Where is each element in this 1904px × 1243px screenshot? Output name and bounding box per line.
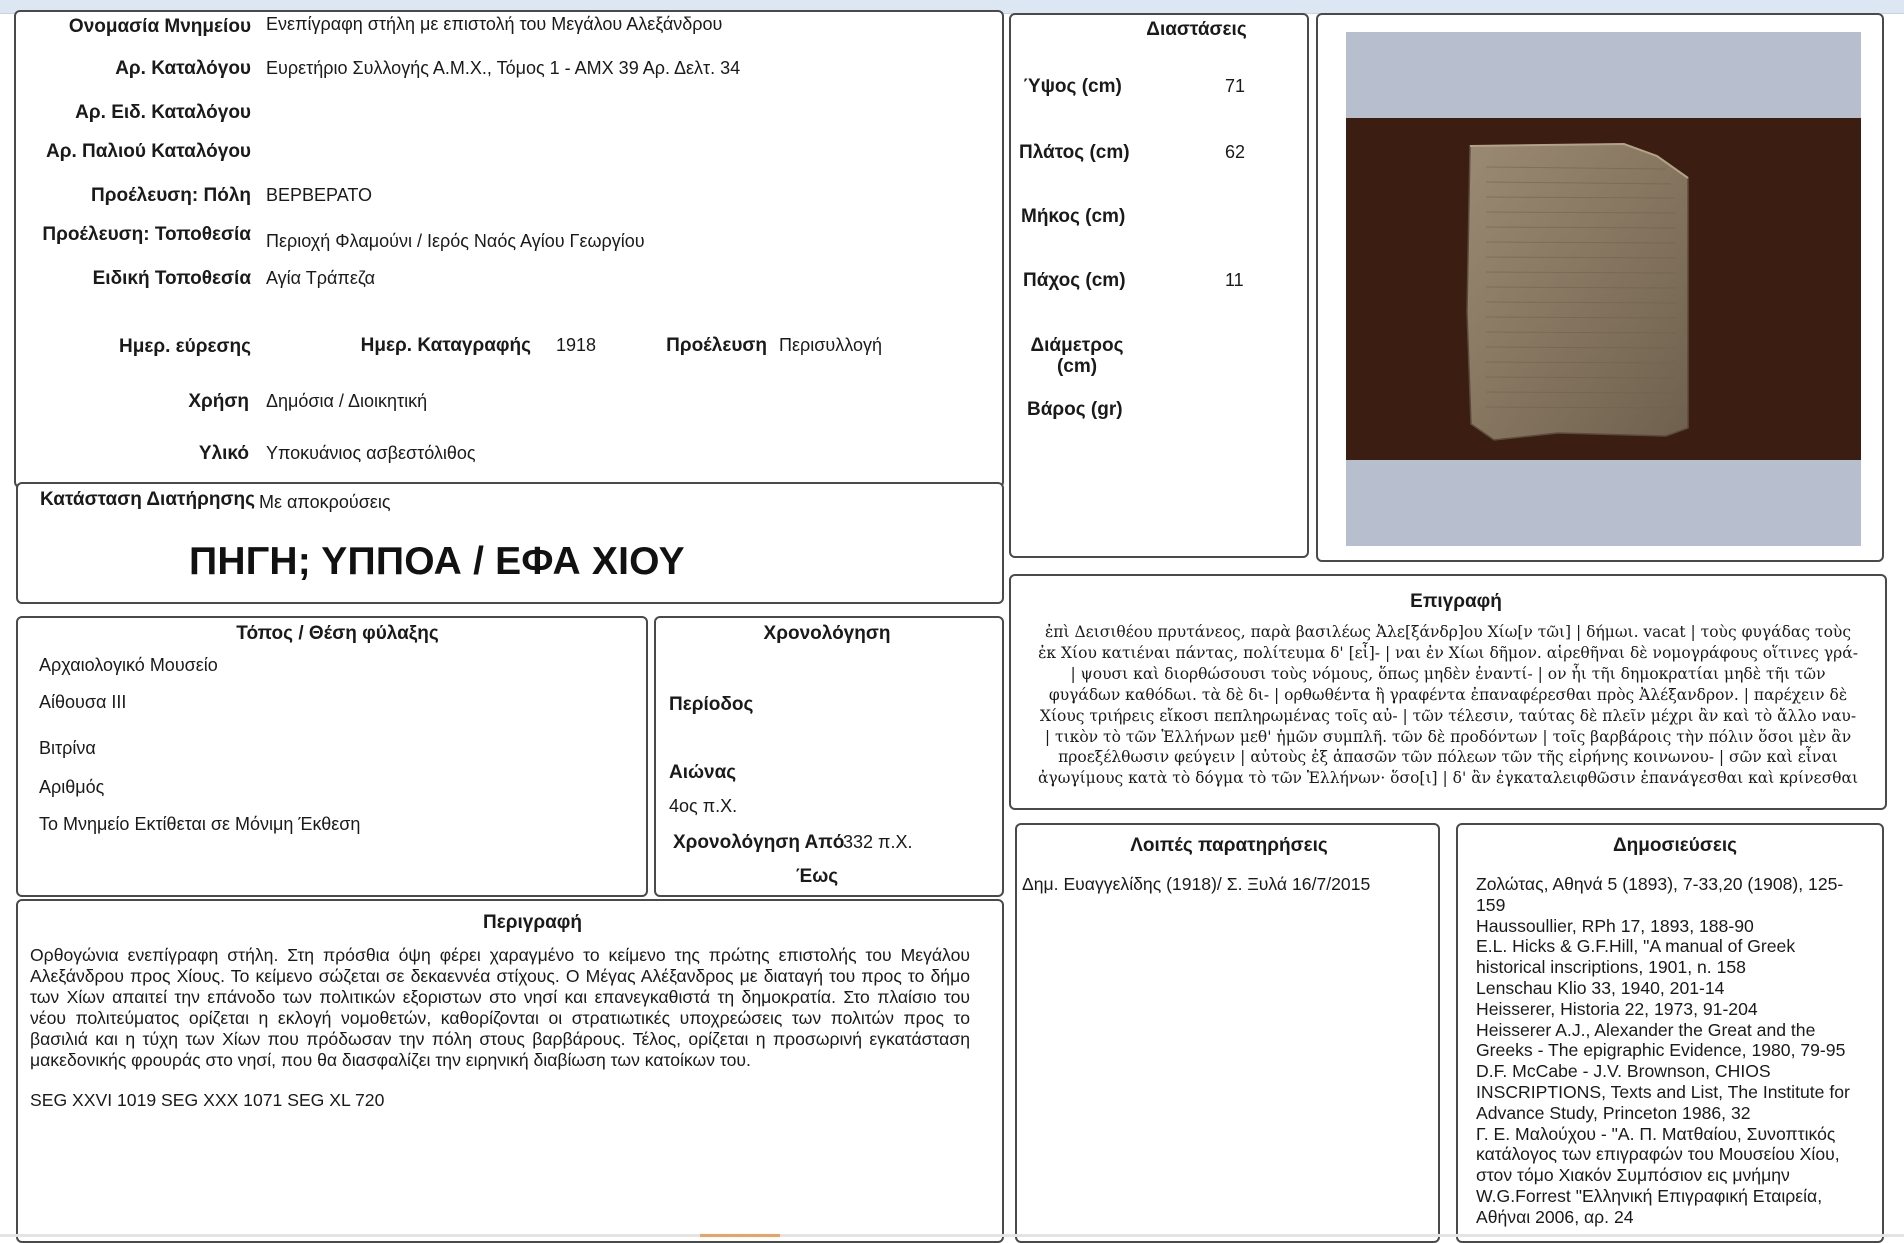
width-value: 62 [1225,142,1246,162]
description-title: Περιγραφή [483,912,582,933]
provenance-value: Περισυλλογή [779,335,882,355]
origin-place-value: Περιοχή Φλαμούνι / Ιερός Ναός Αγίου Γεωργίου [266,231,645,251]
use-label: Χρήση [188,391,249,412]
condition-value: Με αποκρούσεις [259,492,391,512]
inscription-line: φυγάδων καθόδωι. τὰ δὲ δι- | ορθωθέντα ἢ γραφέντα ἐπαναφέρεσθαι πρὸς Ἀλέξανδρον. | παρέχειν δὲ [1048,685,1848,704]
thickness-label: Πάχος (cm) [1023,270,1126,291]
dating-from-value: 332 π.Χ. [843,832,913,852]
special-place-value: Αγία Τράπεζα [266,268,375,288]
dating-title: Χρονολόγηση [763,623,891,644]
stele-photo [1346,32,1861,546]
height-value: 71 [1225,76,1246,96]
inscription-line: Χίους τριήρεις εἴκοσι πεπληρωμένας τοῖς αὐ- | τῶν τέλεσιν, ταύτας δὲ πλεῖν μέχρι ἂν καὶ τὸ ἄλλο ναυ- [1039,706,1857,725]
location-exhibition: Το Μνημείο Εκτίθεται σε Μόνιμη Έκθεση [39,814,361,834]
diameter-label [1024,335,1130,377]
old-catalog-label: Αρ. Παλιού Καταλόγου [46,141,251,162]
description-text: Ορθογώνια ενεπίγραφη στήλη. Στη πρόσθια όψη φέρει χαραγμένο το κείμενο της πρώτης επιστολής του Μεγάλου Αλεξάνδρου προς Χίους. Το κείμενο σώζεται σε δεκαεννέα στίχους. Ο Μέγας Αλέξανδρος με διαταγή του προς το δήμο των Χίων απαιτεί την επάνοδο των πολιτικών εξοριστων στο νησί και επανεγκαθιστά τη δημοκρατία. Στο πλαίσιο του νέου πολιτεύματος ορίζεται η εκλογή νομοθετών, καθορίζονται οι στρατιωτικές υποχρεώσεις των πολιτών προς το βασιλιά και η τύχη των Χίων που πρόδωσαν την πόλη στους βαρβάρους. Τέλος, ορίζεται η προσωρινή εγκατάσταση μακεδονικής φρουράς στο νησί, που θα διασφαλίζει την ειρηνική διαβίωση των κατοίκων του. [30,945,970,1070]
inscription-line: | τικὸν τὸ τῶν Ἑλλήνων μεθ' ἡμῶν συμπλῆ. τῶν δὲ προδόντων | τοῖς βαρβάροις τὴν πόλιν ὅσοι μὲν ἂν [1044,727,1852,746]
location-title: Τόπος / Θέση φύλαξης [236,623,439,644]
inscription-title: Επιγραφή [1410,591,1502,612]
description-seg: SEG XXVI 1019 SEG XXX 1071 SEG XL 720 [30,1090,385,1110]
remarks-text: Δημ. Ευαγγελίδης (1918)/ Σ. Ξυλά 16/7/2015 [1022,874,1371,894]
special-place-label: Ειδική Τοποθεσία [92,268,251,289]
record-date-value: 1918 [556,335,597,355]
century-value: 4ος π.Χ. [669,796,738,816]
origin-city-value: ΒΕΡΒΕΡΑΤΟ [266,185,373,205]
inscription-line: ἀγωγίμους κατὰ τὸ δόγμα τὸ τῶν Ἑλλήνων· ὅσο[ι] | δ' ἂν ἐγκαταλειφθῶσιν ἐπανάγεσθαι καὶ κρίνεσθαι [1037,769,1859,788]
dating-to-label: Έως [796,866,839,887]
use-value: Δημόσια / Διοικητική [266,391,428,411]
publications-text: Ζολώτας, Αθηνά 5 (1893), 7-33,20 (1908), 125-159 Haussoullier, RPh 17, 1893, 188-90 E.L. Hicks & G.F.Hill, "A manual of Greek historical inscriptions, 1901, n. 158 Lenschau Klio 33, 1940, 201-14 Heisserer, Historia 22, 1973, 91-204 Heisserer A.J., Alexander the Great and the Greeks - The epigraphic Evidence, 1980, 79-95 D.F. McCabe - J.V. Brownson, CHIOS INSCRIPTIONS, Texts and List, The Institute for Advance Study, Princeton 1986, 32 Γ. Ε. Μαλούχου - "Α. Π. Ματθαίου, Συνοπτικός κατάλογος των επιγραφών του Μουσείου Χίου, στον τόμο Χιακόν Συμπόσιον εις μνήμην W.G.Forrest "Ελληνική Επιγραφική Εταιρεία, Αθήναι 2006, αρ. 24 [1476,874,1850,1227]
dating-panel [654,616,1004,897]
name-label: Ονομασία Μνημείου [68,16,251,37]
thickness-value: 11 [1225,270,1244,290]
location-showcase: Βιτρίνα [39,738,96,758]
material-label: Υλικό [198,443,249,464]
location-hall: Αίθουσα ΙΙΙ [39,692,127,712]
century-label: Αιώνας [669,762,737,783]
special-catalog-label: Αρ. Ειδ. Καταλόγου [75,102,251,123]
name-value: Ενεπίγραφη στήλη με επιστολή του Μεγάλου Αλεξάνδρου [266,14,723,34]
diameter-label-line2: (cm) [1056,356,1098,377]
record-date-label: Ημερ. Καταγραφής [360,335,531,356]
material-value: Υποκυάνιος ασβεστόλιθος [266,443,476,463]
catalog-label: Αρ. Καταλόγου [115,58,251,79]
provenance-label: Προέλευση [666,335,767,356]
condition-label: Κατάσταση Διατήρησης [40,489,255,510]
publications-title: Δημοσιεύσεις [1612,835,1738,856]
diameter-label-line1: Διάμετρος [1030,335,1124,356]
height-label: Ύψος (cm) [1023,76,1122,97]
source-heading: ΠΗΓΗ; ΥΠΠΟΑ / ΕΦΑ ΧΙΟΥ [189,540,685,583]
dating-from-label: Χρονολόγηση Από [673,832,845,853]
inscription-line: ἐπὶ Δεισιθέου πρυτάνεος, παρὰ βασιλέως Ἀλε[ξάνδρ]ου Χίω[ν τῶι] | δήμωι. vacat | τοὺς φυγάδας τοὺς [1044,623,1852,641]
location-museum: Αρχαιολογικό Μουσείο [39,655,218,675]
location-number: Αριθμός [39,777,105,797]
period-label: Περίοδος [669,694,754,715]
origin-city-label: Προέλευση: Πόλη [90,185,251,206]
length-label: Μήκος (cm) [1021,206,1126,227]
find-date-label: Ημερ. εύρεσης [118,336,251,357]
inscription-line: | ψουσι καὶ διορθώσουσι τοὺς νόμους, ὅπως μηδὲν ἐναντί- | ον ἧι τῆι δημοκρατίαι μηδὲ τῆι τῶν [1070,664,1826,683]
width-label: Πλάτος (cm) [1019,142,1130,163]
origin-place-label: Προέλευση: Τοποθεσία [42,224,251,245]
inscription-text [1024,622,1872,789]
weight-label: Βάρος (gr) [1027,399,1123,420]
dimensions-title: Διαστάσεις [1146,19,1247,40]
inscription-line: προεξέλθωσιν φεύγειν | αὐτοὺς ἐξ ἁπασῶν τῶν πόλεων τῶν τῆς εἰρήνης κοινωνου- | σῶν καὶ εἶναι [1058,748,1838,767]
remarks-title: Λοιπές παρατηρήσεις [1130,835,1328,856]
catalog-value: Ευρετήριο Συλλογής Α.Μ.Χ., Τόμος 1 - ΑΜΧ 39 Αρ. Δελτ. 34 [266,58,741,78]
inscription-line: ἐκ Χίου κατιέναι πάντας, πολίτευμα δ' [εἶ]- | ναι ἐν Χίωι δῆμον. αἱρεθῆναι δὲ νομογράφους οἵτινες γρά- [1038,643,1858,662]
